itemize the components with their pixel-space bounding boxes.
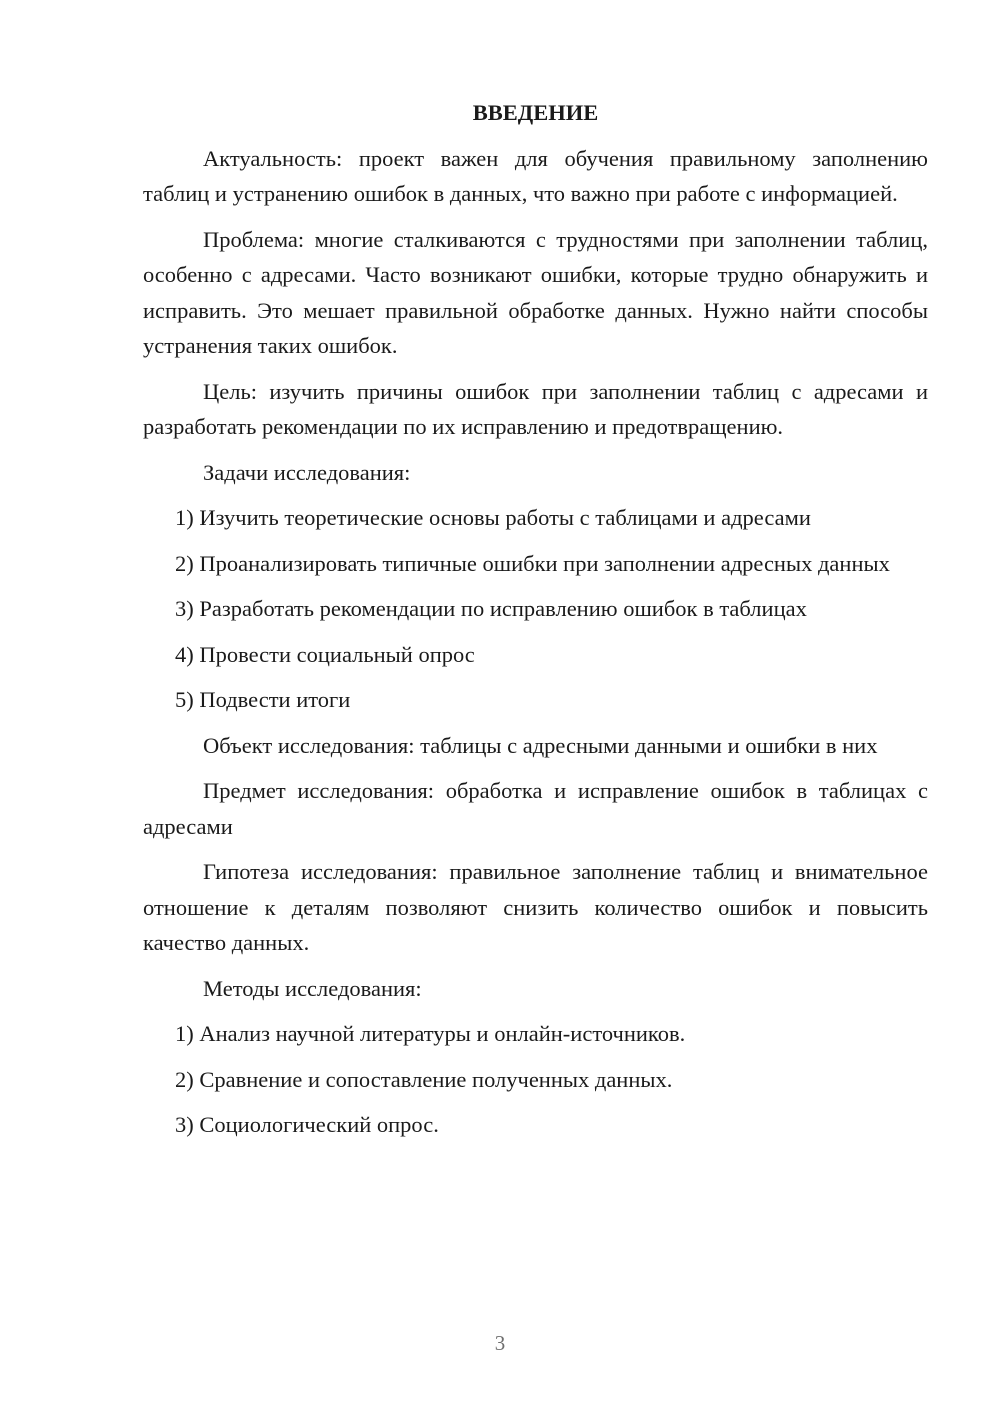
method-item: 3) Социологический опрос. <box>175 1112 439 1137</box>
problem-paragraph: Проблема: многие сталкиваются с трудностями при заполнении таблиц, особенно с адресами. Часто возникают ошибки, которые трудно обнаружить и исправить. Это мешает правильной обработке данных. Нужно найти способы устранения таких ошибок. <box>143 226 928 358</box>
goal-paragraph: Цель: изучить причины ошибок при заполнении таблиц с адресами и разработать рекомендации по их исправлению и предотвращению. <box>143 378 928 439</box>
object-paragraph: Объект исследования: таблицы с адресными данными и ошибки в них <box>203 732 878 758</box>
subject-paragraph: Предмет исследования: обработка и исправление ошибок в таблицах с адресами <box>143 778 928 839</box>
document-body <box>143 95 928 1153</box>
task-item: 1) Изучить теоретические основы работы с таблицами и адресами <box>175 505 811 530</box>
hypothesis-paragraph: Гипотеза исследования: правильное заполнение таблиц и внимательное отношение к деталям позволяют снизить количество ошибок и повысить качество данных. <box>143 859 928 955</box>
task-item: 3) Разработать рекомендации по исправлению ошибок в таблицах <box>175 596 807 621</box>
tasks-heading: Задачи исследования: <box>203 459 411 485</box>
method-item: 1) Анализ научной литературы и онлайн-источников. <box>175 1021 686 1046</box>
page-number: 3 <box>494 1331 506 1355</box>
section-title: ВВЕДЕНИЕ <box>472 100 599 125</box>
relevance-paragraph: Актуальность: проект важен для обучения правильному заполнению таблиц и устранению ошибок в данных, что важно при работе с информацией. <box>143 145 928 206</box>
task-item: 5) Подвести итоги <box>175 687 351 712</box>
method-item: 2) Сравнение и сопоставление полученных данных. <box>175 1066 673 1092</box>
task-item: 2) Проанализировать типичные ошибки при заполнении адресных данных <box>175 550 890 576</box>
methods-heading: Методы исследования: <box>203 975 422 1001</box>
task-item: 4) Провести социальный опрос <box>175 641 475 667</box>
